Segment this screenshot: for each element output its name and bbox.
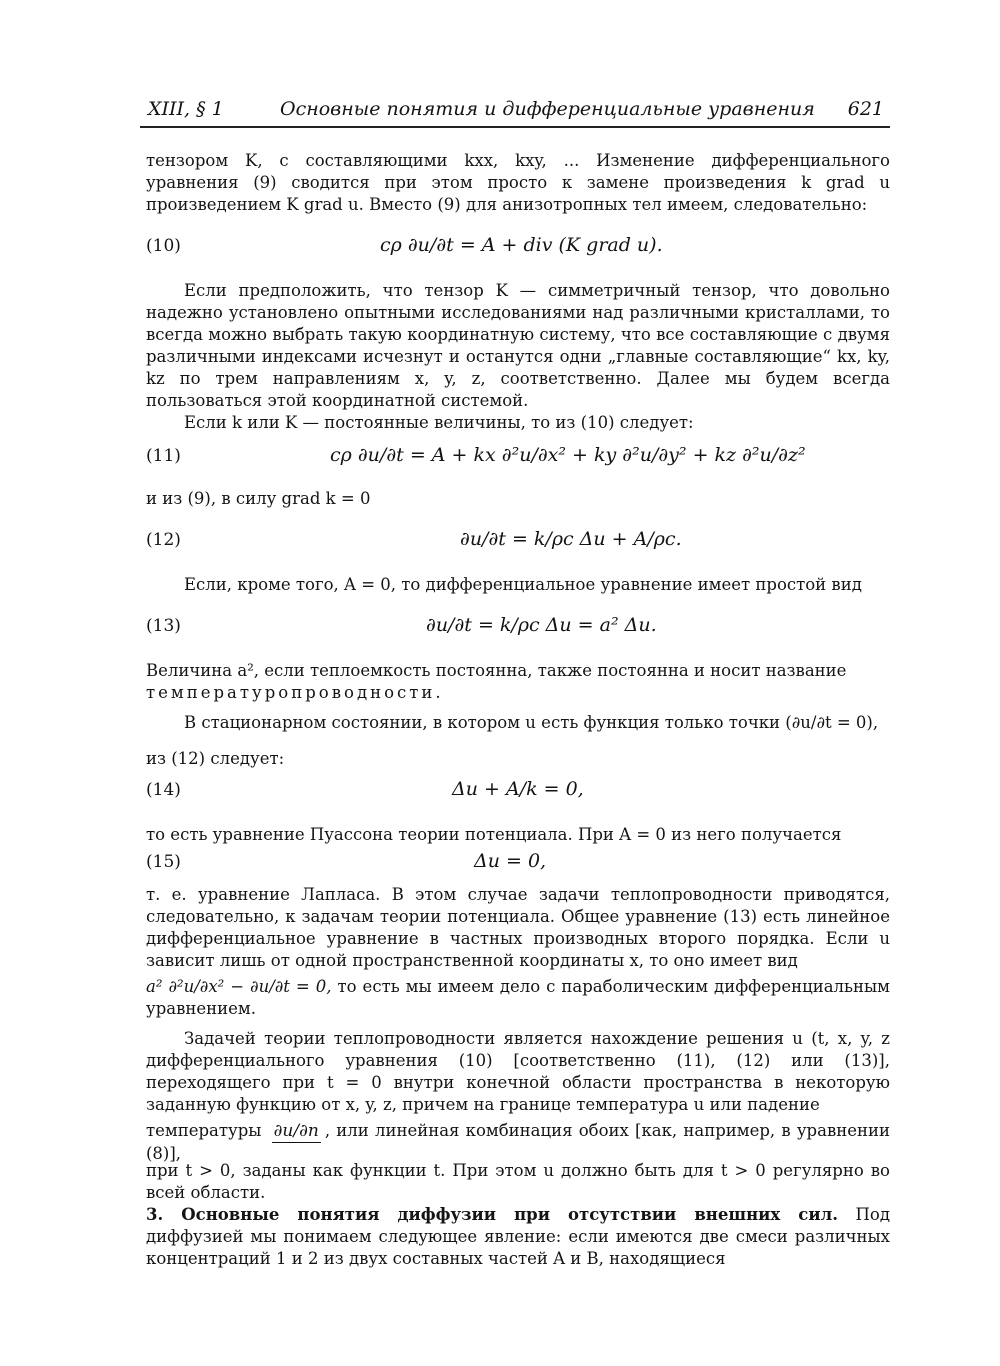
linear-combination-text: , или линейная комбинация обоих [как, например, в уравнении (8)],: [146, 1121, 890, 1163]
normal-derivative-fraction: [272, 1120, 321, 1143]
equation-15: Δu = 0,: [474, 850, 547, 872]
temperature-word: температуры: [146, 1121, 262, 1140]
paragraph-8: из (12) следует:: [146, 749, 285, 768]
term-thermal-diffusivity: температуропроводности.: [146, 683, 444, 702]
paragraph-3: Если k или K — постоянные величины, то из (10) следует:: [184, 413, 694, 432]
equation-14: Δu + A/k = 0,: [452, 778, 584, 800]
page-number: 621: [847, 98, 884, 120]
paragraph-6-text: Величина a², если теплоемкость постоянна, также постоянна и носит название: [146, 661, 847, 680]
equation-12-label: (12): [146, 530, 181, 550]
paragraph-11-end: при t > 0, заданы как функции t. При этом u должно быть для t > 0 регулярно во всей области.: [146, 1161, 890, 1202]
equation-11: cρ ∂u/∂t = A + kx ∂²u/∂x² + ky ∂²u/∂y² + kz ∂²u/∂z²: [330, 444, 806, 466]
normal-derivative: ∂u/∂n: [273, 1121, 319, 1141]
paragraph-12: [146, 1204, 890, 1270]
paragraph-10-tail: то есть мы имеем дело с параболическим дифференциальным уравнением.: [146, 977, 890, 1018]
paragraph-5: Если, кроме того, A = 0, то дифференциальное уравнение имеет простой вид: [184, 575, 862, 594]
paragraph-1: тензором K, с составляющими kxx, kxy, ... Изменение дифференциального уравнения (9) сводится при этом просто к замене произведения k grad u произведением K grad u. Вместо (9) для анизотропных тел имеем, следовательно:: [146, 151, 890, 214]
equation-13-label: (13): [146, 616, 181, 636]
equation-10-label: (10): [146, 236, 181, 256]
equation-10: cρ ∂u/∂t = A + div (K grad u).: [380, 234, 663, 256]
paragraph-2: Если предположить, что тензор K — симметричный тензор, что довольно надежно установлено опытными исследованиями над различными кристаллами, то всегда можно выбрать такую координатную систему, что все составляющие с двумя различными индексами исчезнут и останутся одни „главные составляющие“ kx, ky, kz по трем направлениям x, y, z, соответственно. Далее мы будем всегда пользоваться этой координатной системой.: [146, 281, 890, 410]
paragraph-11: Задачей теории теплопроводности является нахождение решения u (t, x, y, z дифференциального уравнения (10) [соответственно (11), (12) или (13)], переходящего при t = 0 внутри конечной области пространства в некоторую заданную функцию от x, y, z, причем на границе температура u или падение: [146, 1029, 890, 1114]
paragraph-4: и из (9), в силу grad k = 0: [146, 489, 371, 508]
paragraph-11-fraction-line: [146, 1120, 890, 1165]
paragraph-7: В стационарном состоянии, в котором u есть функция только точки (∂u/∂t = 0),: [184, 713, 879, 732]
parabolic-equation: a² ∂²u/∂x² − ∂u/∂t = 0,: [146, 977, 332, 996]
running-title: Основные понятия и дифференциальные уравнения: [280, 98, 815, 120]
section-number: XIII, § 1: [148, 98, 224, 120]
section-heading-diffusion: 3. Основные понятия диффузии при отсутствии внешних сил.: [146, 1205, 838, 1224]
equation-15-label: (15): [146, 852, 181, 872]
paragraph-10-equation-line: [146, 976, 890, 1020]
running-header: [140, 96, 890, 128]
paragraph-9: то есть уравнение Пуассона теории потенциала. При A = 0 из него получается: [146, 825, 842, 844]
paragraph-12-text: Под диффузией мы понимаем следующее явление: если имеются две смеси различных концентраций 1 и 2 из двух составных частей A и B, находящиеся: [146, 1205, 891, 1268]
paragraph-6: [146, 660, 890, 704]
equation-13: ∂u/∂t = k/ρc Δu = a² Δu.: [426, 614, 657, 636]
equation-11-label: (11): [146, 446, 181, 466]
equation-12: ∂u/∂t = k/ρc Δu + A/ρc.: [460, 528, 682, 550]
equation-14-label: (14): [146, 780, 181, 800]
paragraph-10: т. е. уравнение Лапласа. В этом случае задачи теплопроводности приводятся, следовательно, к задачам теории потенциала. Общее уравнение (13) есть линейное дифференциальное уравнение в частных производных второго порядка. Если u зависит лишь от одной пространственной координаты x, то оно имеет вид: [146, 885, 890, 970]
